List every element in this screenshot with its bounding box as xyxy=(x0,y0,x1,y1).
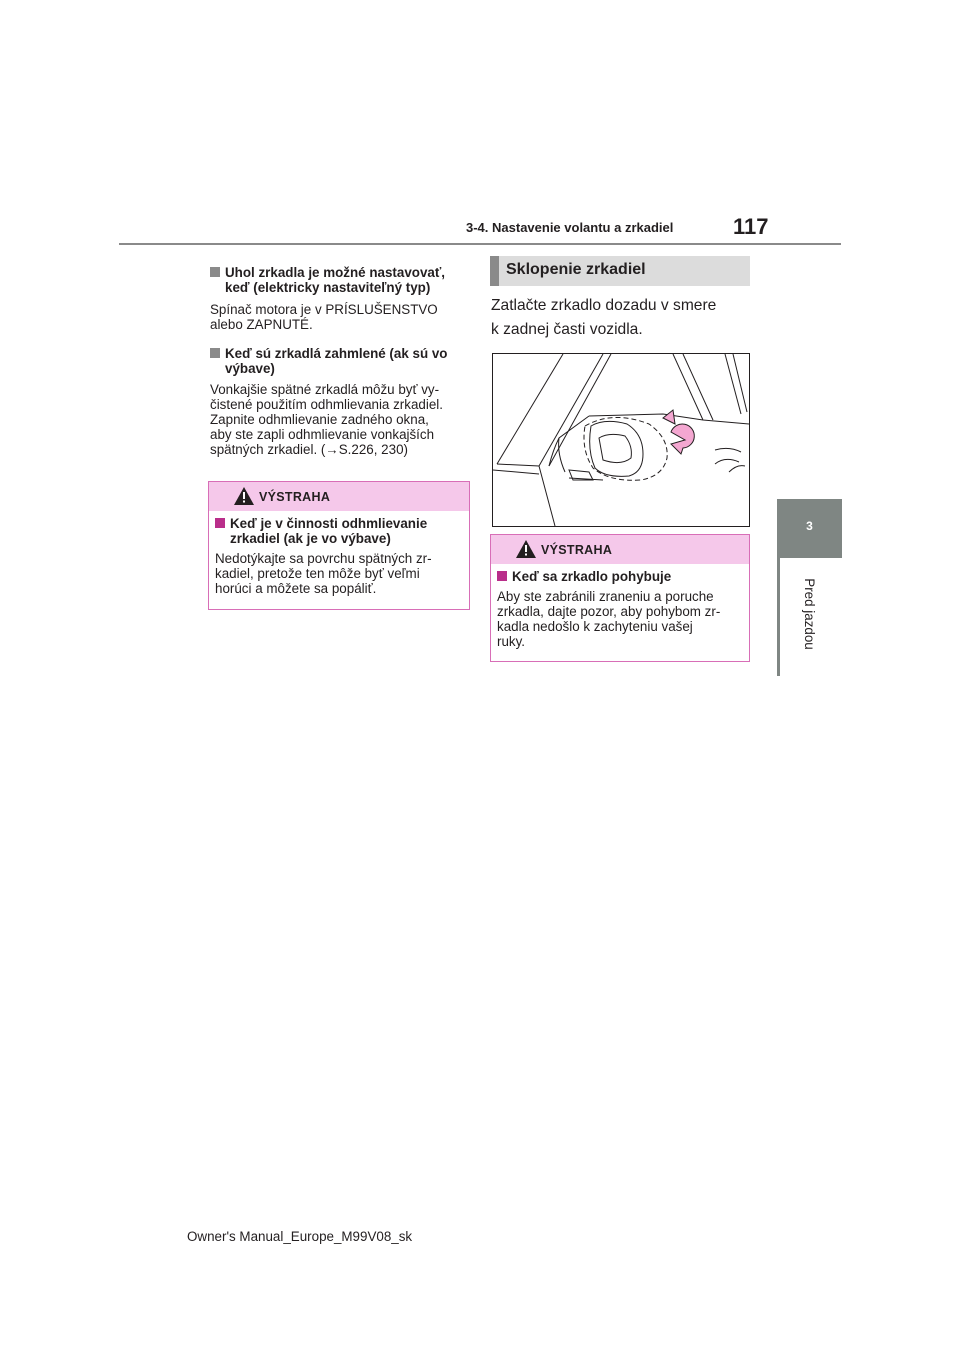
warning-text xyxy=(497,589,743,649)
left-column xyxy=(210,265,470,457)
page-number: 117 xyxy=(733,214,769,239)
section-title: 3-4. Nastavenie volantu a zrkadiel xyxy=(466,220,674,235)
warning-heading-line1: Keď je v činnosti odhmlievanie xyxy=(230,516,428,531)
item1-heading xyxy=(210,265,470,295)
item1-text-line1: Spínač motora je v PRÍSLUŠENSTVO xyxy=(210,302,438,317)
item1-heading-line2: keď (elektricky nastaviteľný typ) xyxy=(225,280,431,295)
warning-text-line2: kadiel, pretože ten môže byť veľmi xyxy=(215,566,420,581)
warning-text-line3: kadla nedošlo k zachyteniu vašej xyxy=(497,619,693,634)
item2-text-line5: spätných zrkadiel. (→S.226, 230) xyxy=(210,442,408,457)
item2-heading-line1: Keď sú zrkadlá zahmlené (ak sú vo xyxy=(225,346,448,361)
warning-label: VÝSTRAHA xyxy=(259,490,331,504)
item2-heading xyxy=(210,346,470,376)
warning-text-line1: Aby ste zabránili zraneniu a poruche xyxy=(497,589,714,604)
chapter-label: Pred jazdou xyxy=(802,578,817,650)
warning-header xyxy=(209,482,469,511)
warning-label: VÝSTRAHA xyxy=(541,543,613,557)
item2-text-line1: Vonkajšie spätné zrkadlá môžu byť vy- xyxy=(210,382,440,397)
item2-heading-line2: výbave) xyxy=(225,361,275,376)
section-heading xyxy=(490,256,750,286)
item2-text-line3: Zapnite odhmlievanie zadného okna, xyxy=(210,412,429,427)
warning-heading-line2: zrkadiel (ak je vo výbave) xyxy=(230,531,391,546)
warning-box-right xyxy=(490,534,750,662)
chapter-number: 3 xyxy=(806,519,813,533)
header-rule xyxy=(119,243,841,245)
warning-text xyxy=(215,551,463,596)
warning-heading xyxy=(497,569,743,584)
warning-triangle-icon xyxy=(233,486,255,506)
section-heading-bar xyxy=(490,256,499,286)
warning-text-line3: horúci a môžete sa popáliť. xyxy=(215,581,377,596)
item2-text-line4: aby ste zapli odhmlievanie vonkajších xyxy=(210,427,435,442)
warning-header xyxy=(491,535,749,564)
section-heading-label: Sklopenie zrkadiel xyxy=(506,261,646,278)
footer-doc-id: Owner's Manual_Europe_M99V08_sk xyxy=(187,1229,413,1244)
item1-heading-line1: Uhol zrkadla je možné nastavovať, xyxy=(225,265,445,280)
item2-text xyxy=(210,382,470,457)
warning-text-line1: Nedotýkajte sa povrchu spätných zr- xyxy=(215,551,432,566)
warning-text-line2: zrkadla, dajte pozor, aby pohybom zr- xyxy=(497,604,721,619)
lead-text xyxy=(491,294,756,342)
warning-heading-line1: Keď sa zrkadlo pohybuje xyxy=(512,569,672,584)
lead-line1: Zatlačte zrkadlo dozadu v smere xyxy=(491,297,717,314)
mirror-fold-drawing xyxy=(493,354,749,526)
chapter-number-tab xyxy=(777,499,842,558)
warning-box-left xyxy=(208,481,470,610)
square-bullet-icon xyxy=(210,267,220,277)
item2-text-line2: čistené použitím odhmlievania zrkadiel. xyxy=(210,397,443,412)
warning-triangle-icon xyxy=(515,539,537,559)
chapter-side-strip xyxy=(777,558,780,676)
square-bullet-icon xyxy=(210,348,220,358)
mirror-illustration xyxy=(492,353,750,527)
item1-text-line2: alebo ZAPNUTÉ. xyxy=(210,317,313,332)
square-bullet-icon xyxy=(497,571,507,581)
square-bullet-icon xyxy=(215,518,225,528)
warning-heading xyxy=(215,516,463,546)
item1-text xyxy=(210,302,470,332)
lead-line2: k zadnej časti vozidla. xyxy=(491,321,643,338)
warning-text-line4: ruky. xyxy=(497,634,526,649)
